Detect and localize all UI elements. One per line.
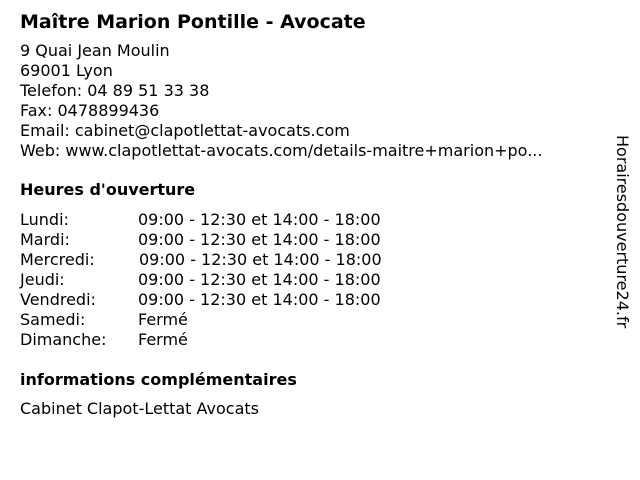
hours-row-wednesday bbox=[20, 250, 600, 270]
hours-row-saturday bbox=[20, 310, 600, 330]
day-label: Vendredi: bbox=[20, 290, 96, 309]
city-address: 69001 Lyon bbox=[20, 61, 113, 80]
email-address[interactable]: Email: cabinet@clapotlettat-avocats.com bbox=[20, 121, 350, 140]
business-card bbox=[20, 10, 600, 419]
site-brand-label: Horairesdouverture24.fr bbox=[613, 135, 632, 329]
website-row bbox=[20, 141, 600, 161]
day-label: Lundi: bbox=[20, 210, 69, 229]
hours-row-sunday bbox=[20, 330, 600, 350]
hours-row-friday bbox=[20, 290, 600, 310]
fax-number: Fax: 0478899436 bbox=[20, 101, 160, 120]
day-label: Mercredi: bbox=[20, 250, 95, 269]
time-value: 09:00 - 12:30 et 14:00 - 18:00 bbox=[138, 230, 381, 249]
time-value: Fermé bbox=[138, 310, 188, 329]
day-label: Mardi: bbox=[20, 230, 70, 249]
contact-block bbox=[20, 41, 600, 161]
day-label: Samedi: bbox=[20, 310, 86, 329]
street-address: 9 Quai Jean Moulin bbox=[20, 41, 170, 60]
hours-row-monday bbox=[20, 210, 600, 230]
additional-info-text: Cabinet Clapot-Lettat Avocats bbox=[20, 399, 259, 418]
opening-hours-heading: Heures d'ouverture bbox=[20, 180, 196, 199]
day-label: Jeudi: bbox=[20, 270, 65, 289]
hours-row-thursday bbox=[20, 270, 600, 290]
time-value: 09:00 - 12:30 et 14:00 - 18:00 bbox=[138, 270, 381, 289]
additional-info-heading: informations complémentaires bbox=[20, 370, 297, 389]
business-title: Maître Marion Pontille - Avocate bbox=[20, 11, 366, 33]
website-link[interactable]: Web: www.clapotlettat-avocats.com/details-maitre+marion+po... bbox=[20, 141, 543, 160]
time-value: 09:00 - 12:30 et 14:00 - 18:00 bbox=[138, 290, 381, 309]
opening-hours-table bbox=[20, 210, 600, 350]
time-value: 09:00 - 12:30 et 14:00 - 18:00 bbox=[139, 250, 382, 269]
time-value: Fermé bbox=[138, 330, 188, 349]
phone-number[interactable]: Telefon: 04 89 51 33 38 bbox=[20, 81, 210, 100]
hours-row-tuesday bbox=[20, 230, 600, 250]
day-label: Dimanche: bbox=[20, 330, 107, 349]
time-value: 09:00 - 12:30 et 14:00 - 18:00 bbox=[138, 210, 381, 229]
